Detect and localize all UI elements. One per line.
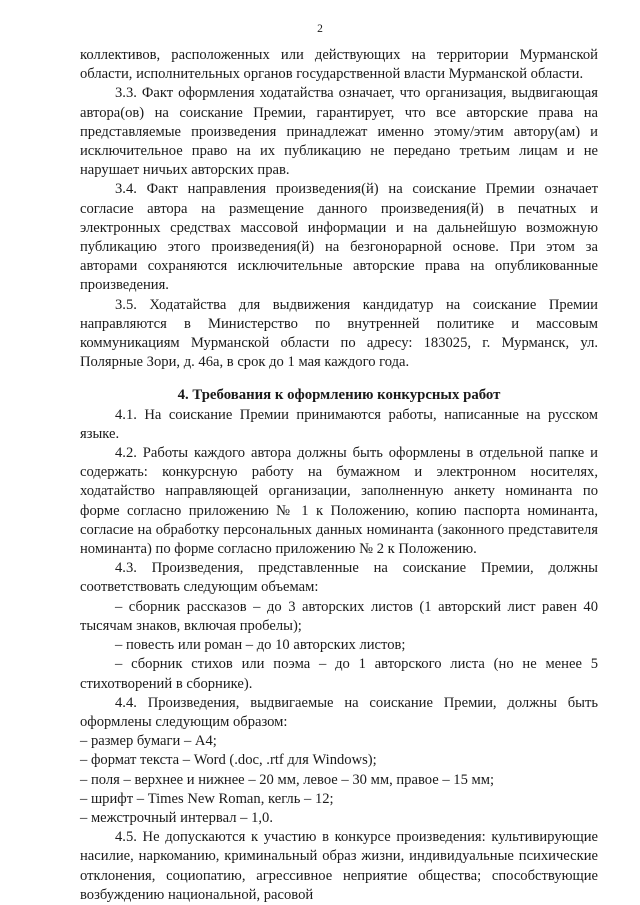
list-item-4-4-margins: – поля – верхнее и нижнее – 20 мм, левое – 30 мм, правое – 15 мм; [80, 771, 495, 788]
list-item-4-4-format: – формат текста – Word (.doc, .rtf для Windows); [80, 752, 377, 769]
list-item-4-4-font: – шрифт – Times New Roman, кегль – 12; [80, 790, 334, 807]
list-item-4-4-spacing: – межстрочный интервал – 1,0. [80, 809, 273, 826]
paragraph-4-4: 4.4. Произведения, выдвигаемые на соискание Премии, должны быть оформлены следующим образом: [80, 694, 598, 730]
paragraph-3-3: 3.3. Факт оформления ходатайства означает, что организация, выдвигающая автора(ов) на соискание Премии, гарантирует, что все авторские права на представляемые произведения принадлежат именно этому/этим автору(ам) и исключительное право на их публикацию не передано третьим лицам и не нарушает ничьих авторских прав. [80, 85, 598, 179]
list-item-4-4-paper: – размер бумаги – А4; [80, 733, 217, 750]
paragraph-4-5: 4.5. Не допускаются к участию в конкурсе произведения: культивирующие насилие, наркоманию, криминальный образ жизни, индивидуальные психические отклонения, социопатию, агрессивное неприятие общества; способствующие возбуждению национальной, расовой [80, 829, 598, 903]
paragraph-4-2: 4.2. Работы каждого автора должны быть оформлены в отдельной папке и содержать: конкурсную работу на бумажном и электронном носителях, ходатайство направляющей организации, заполненную анкету номинанта по форме согласно приложению № 1 к Положению, копию паспорта номинанта, согласие на обработку персональных данных номинанта (законного представителя номинанта) по форме согласно приложению № 2 к Положению. [80, 445, 598, 558]
page-number: 2 [317, 23, 323, 35]
list-item-4-3-poems: – сборник стихов или поэма – до 1 авторского листа (но не менее 5 стихотворений в сборнике). [80, 656, 598, 692]
paragraph-3-4: 3.4. Факт направления произведения(й) на соискание Премии означает согласие автора на размещение данного произведения(й) в печатных и электронных средствах массовой информации и на дальнейшую возможную публикацию этого произведения(й) на безгонорарной основе. При этом за авторами сохраняются исключительные авторские права на опубликованные произведения. [80, 181, 598, 294]
document-body [80, 46, 598, 905]
paragraph-3-2-continuation: коллективов, расположенных или действующих на территории Мурманской области, исполнительных органов государственной власти Мурманской области. [80, 47, 598, 83]
paragraph-3-5: 3.5. Ходатайства для выдвижения кандидатур на соискание Премии направляются в Министерство по внутренней политике и массовым коммуникациям Мурманской области по адресу: 183025, г. Мурманск, ул. Полярные Зори, д. 46а, в срок до 1 мая каждого года. [80, 296, 598, 371]
section-4-heading: 4. Требования к оформлению конкурсных работ [177, 387, 501, 404]
paragraph-4-1: 4.1. На соискание Премии принимаются работы, написанные на русском языке. [80, 406, 598, 442]
paragraph-4-3: 4.3. Произведения, представленные на соискание Премии, должны соответствовать следующим объемам: [80, 560, 598, 596]
list-item-4-3-novel: – повесть или роман – до 10 авторских листов; [115, 637, 406, 654]
list-item-4-3-stories: – сборник рассказов – до 3 авторских листов (1 авторский лист равен 40 тысячам знаков, включая пробелы); [80, 598, 598, 634]
